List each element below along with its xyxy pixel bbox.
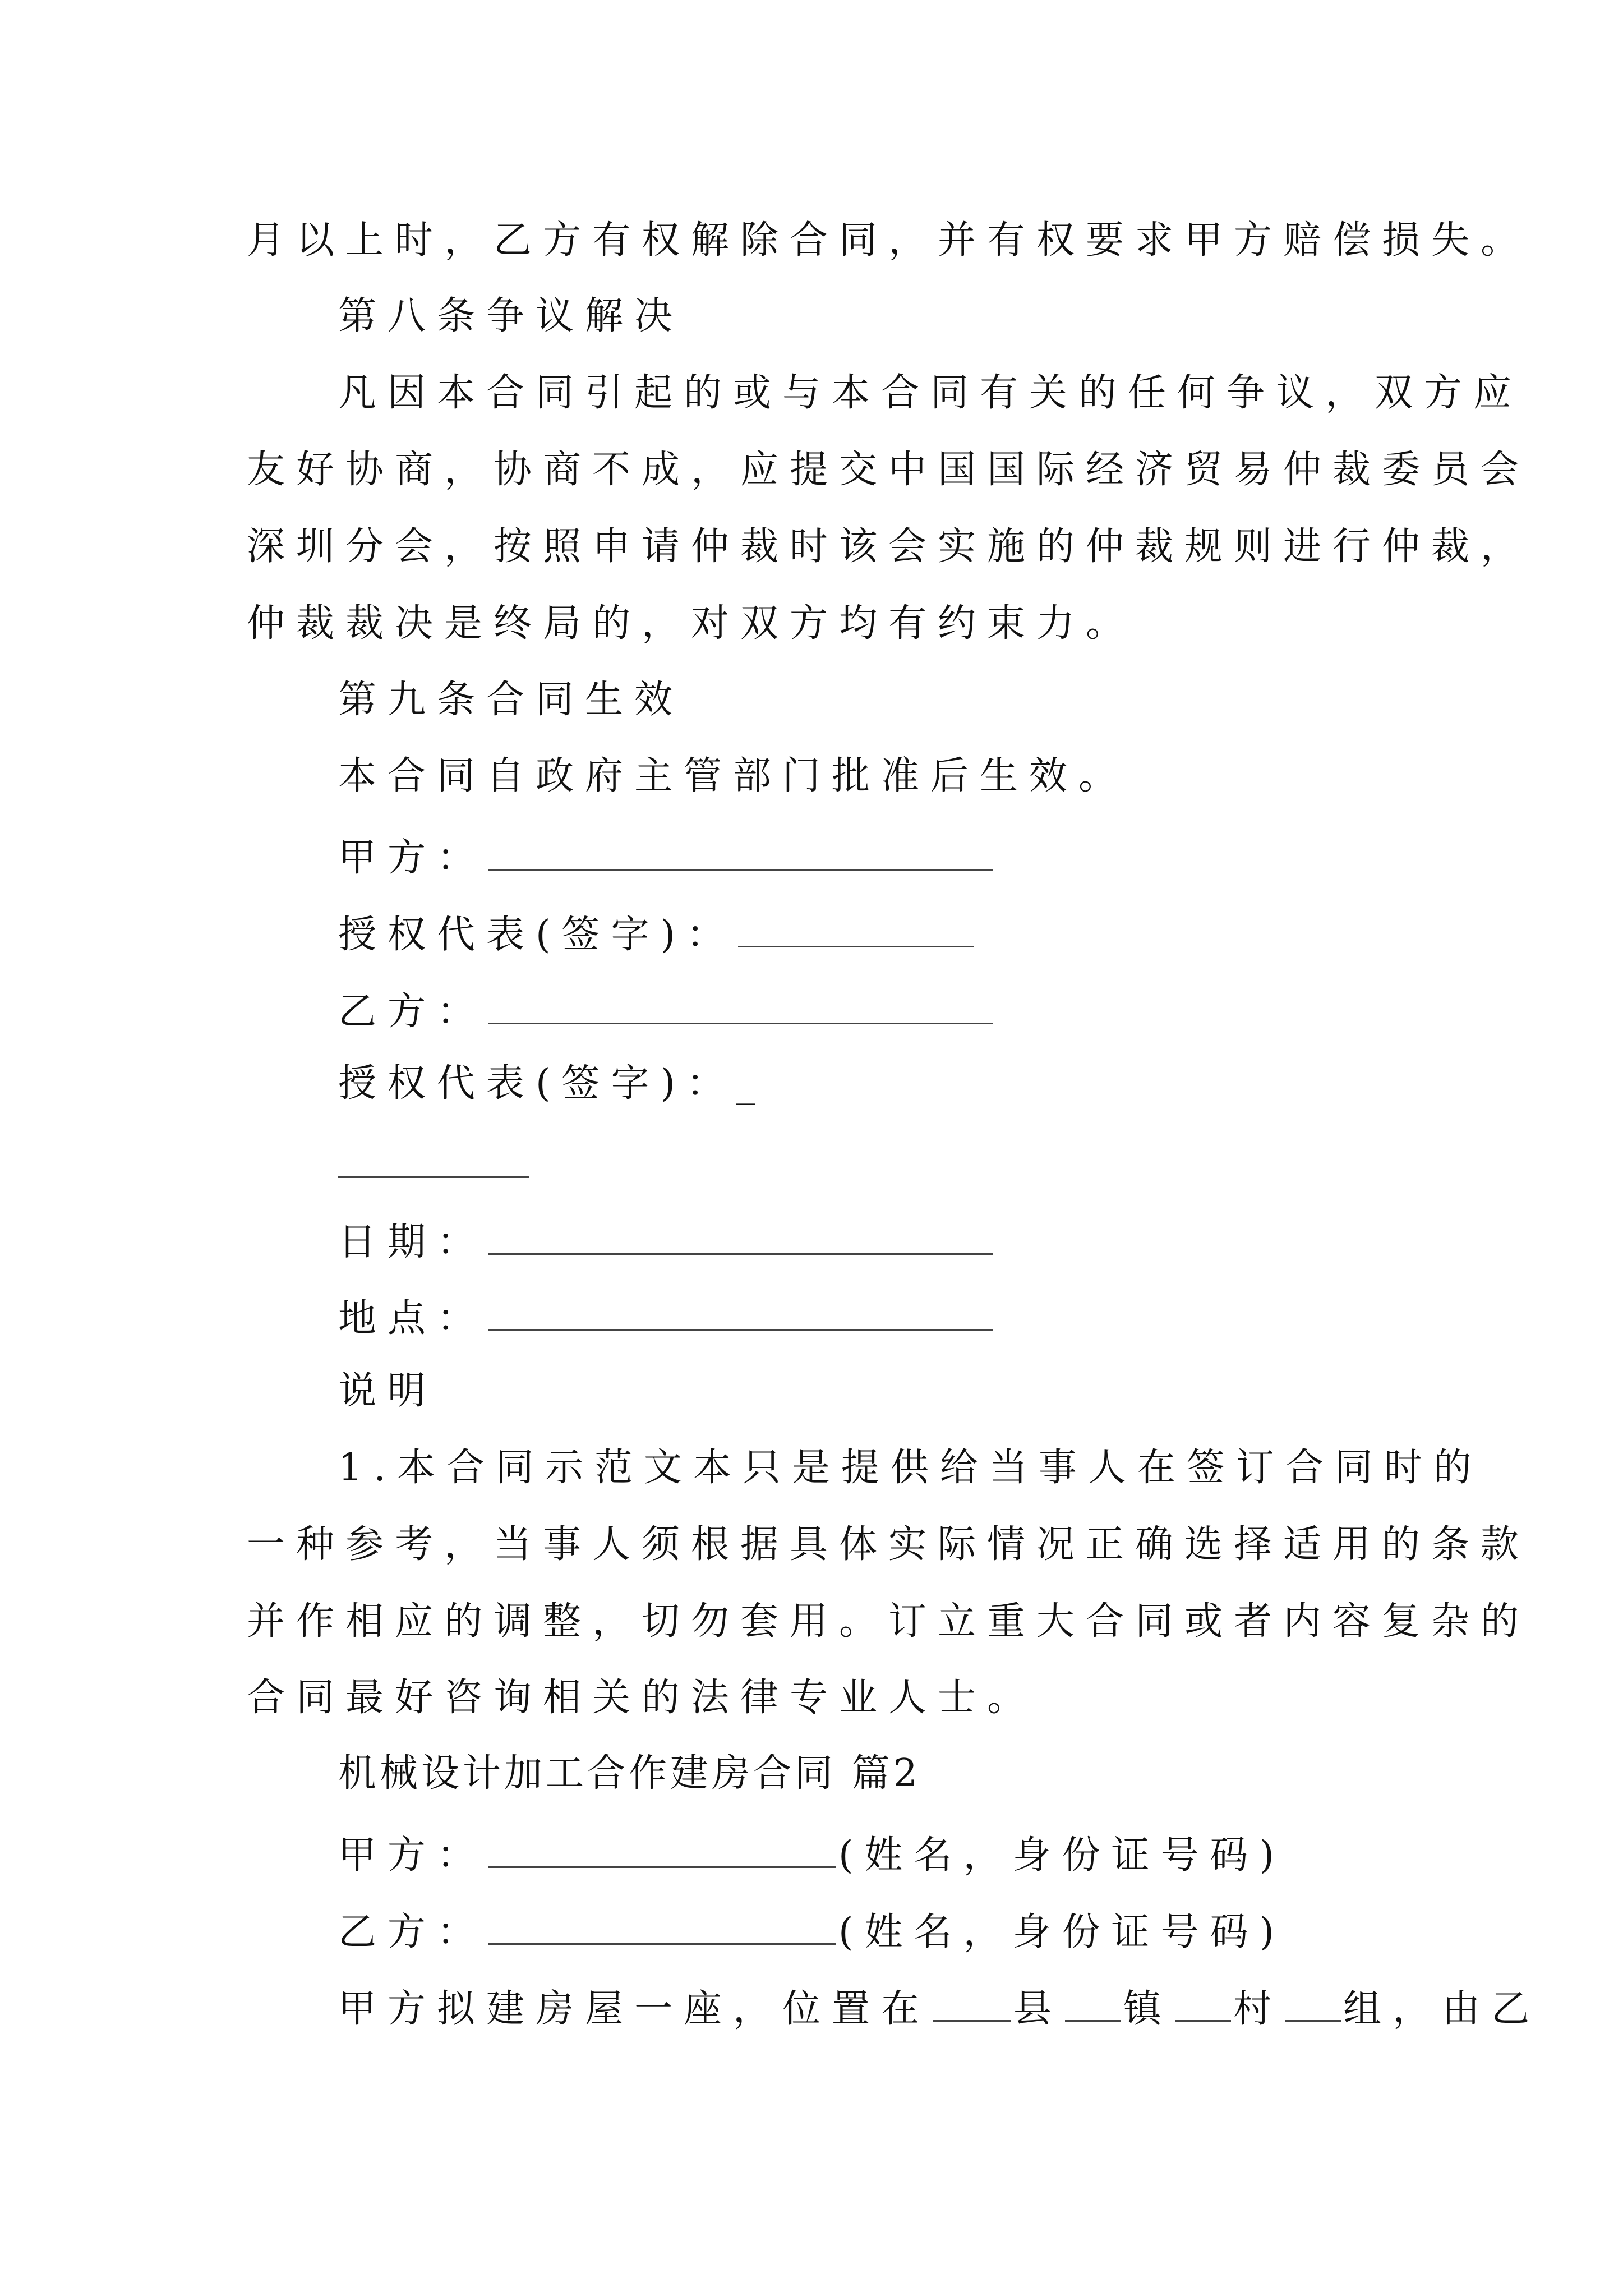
s2-party-b-label: 乙方：: [338, 1910, 487, 1954]
village-label: 村: [1233, 1987, 1283, 2031]
place-line: [338, 1295, 995, 1341]
party-b-label: 乙方：: [338, 990, 487, 1034]
paragraph-line: 1.本合同示范文本只是提供给当事人在签订合同时的: [338, 1446, 1483, 1490]
rep-a-label: 授权代表(签字)：: [338, 913, 736, 957]
s2-party-a-blank[interactable]: [488, 1832, 836, 1868]
party-a-blank[interactable]: [488, 834, 993, 871]
rep-b-signature-line: [338, 1061, 767, 1106]
county-blank[interactable]: [933, 1985, 1011, 2022]
rep-b-underscore: _: [736, 1061, 767, 1106]
town-label: 镇: [1123, 1987, 1173, 2031]
date-line: [338, 1218, 995, 1262]
s2-party-a-note: (姓名，身份证号码): [838, 1833, 1286, 1878]
s2-party-a-label: 甲方：: [338, 1833, 487, 1878]
paragraph-line: 仲裁裁决是终局的，对双方均有约束力。: [247, 601, 1136, 646]
group-label: 组，由乙: [1343, 1987, 1541, 2031]
rep-b-label: 授权代表(签字)：: [338, 1061, 736, 1106]
place-label: 地点：: [338, 1296, 487, 1341]
s2-party-b-blank[interactable]: [488, 1908, 836, 1945]
party-a-signature-line: [338, 834, 995, 880]
paragraph-line: 本合同自政府主管部门批准后生效。: [338, 754, 1128, 798]
s2-location-text: 甲方拟建房屋一座，位置在: [338, 1987, 931, 2031]
date-blank[interactable]: [488, 1218, 993, 1255]
paragraph-line: 并作相应的调整，切勿套用。订立重大合同或者内容复杂的: [247, 1599, 1530, 1644]
town-blank[interactable]: [1065, 1985, 1121, 2022]
place-blank[interactable]: [488, 1295, 993, 1331]
rep-a-blank[interactable]: [738, 911, 974, 947]
group-blank[interactable]: [1285, 1985, 1341, 2022]
paragraph-line: 合同最好咨询相关的法律专业人士。: [247, 1676, 1037, 1720]
article-8-heading: 第八条争议解决: [338, 294, 684, 338]
s2-party-a-line: [338, 1832, 1286, 1878]
party-b-signature-line: [338, 988, 995, 1034]
s2-location-line: [338, 1985, 1541, 2031]
rep-b-blank-continuation[interactable]: [338, 1176, 529, 1178]
paragraph-line: 深圳分会，按照申请仲裁时该会实施的仲裁规则进行仲裁，: [247, 524, 1530, 569]
party-a-label: 甲方：: [338, 836, 487, 880]
village-blank[interactable]: [1175, 1985, 1231, 2022]
rep-a-signature-line: [338, 911, 976, 957]
paragraph-line: 月以上时，乙方有权解除合同，并有权要求甲方赔偿损失。: [247, 218, 1530, 263]
paragraph-line: 友好协商，协商不成，应提交中国国际经济贸易仲裁委员会: [247, 448, 1530, 492]
paragraph-line: 一种参考，当事人须根据具体实际情况正确选择适用的条款: [247, 1522, 1530, 1567]
paragraph-line: 凡因本合同引起的或与本合同有关的任何争议，双方应: [338, 371, 1523, 415]
s2-party-b-line: [338, 1908, 1285, 1952]
article-9-heading: 第九条合同生效: [338, 678, 684, 722]
party-b-blank[interactable]: [488, 988, 993, 1024]
date-label: 日期：: [338, 1220, 487, 1264]
s2-party-b-note: (姓名，身份证号码): [838, 1910, 1286, 1954]
county-label: 县: [1013, 1987, 1063, 2031]
section-2-heading: 机械设计加工合作建房合同 篇2: [338, 1751, 921, 1796]
notes-heading: 说明: [338, 1369, 437, 1413]
